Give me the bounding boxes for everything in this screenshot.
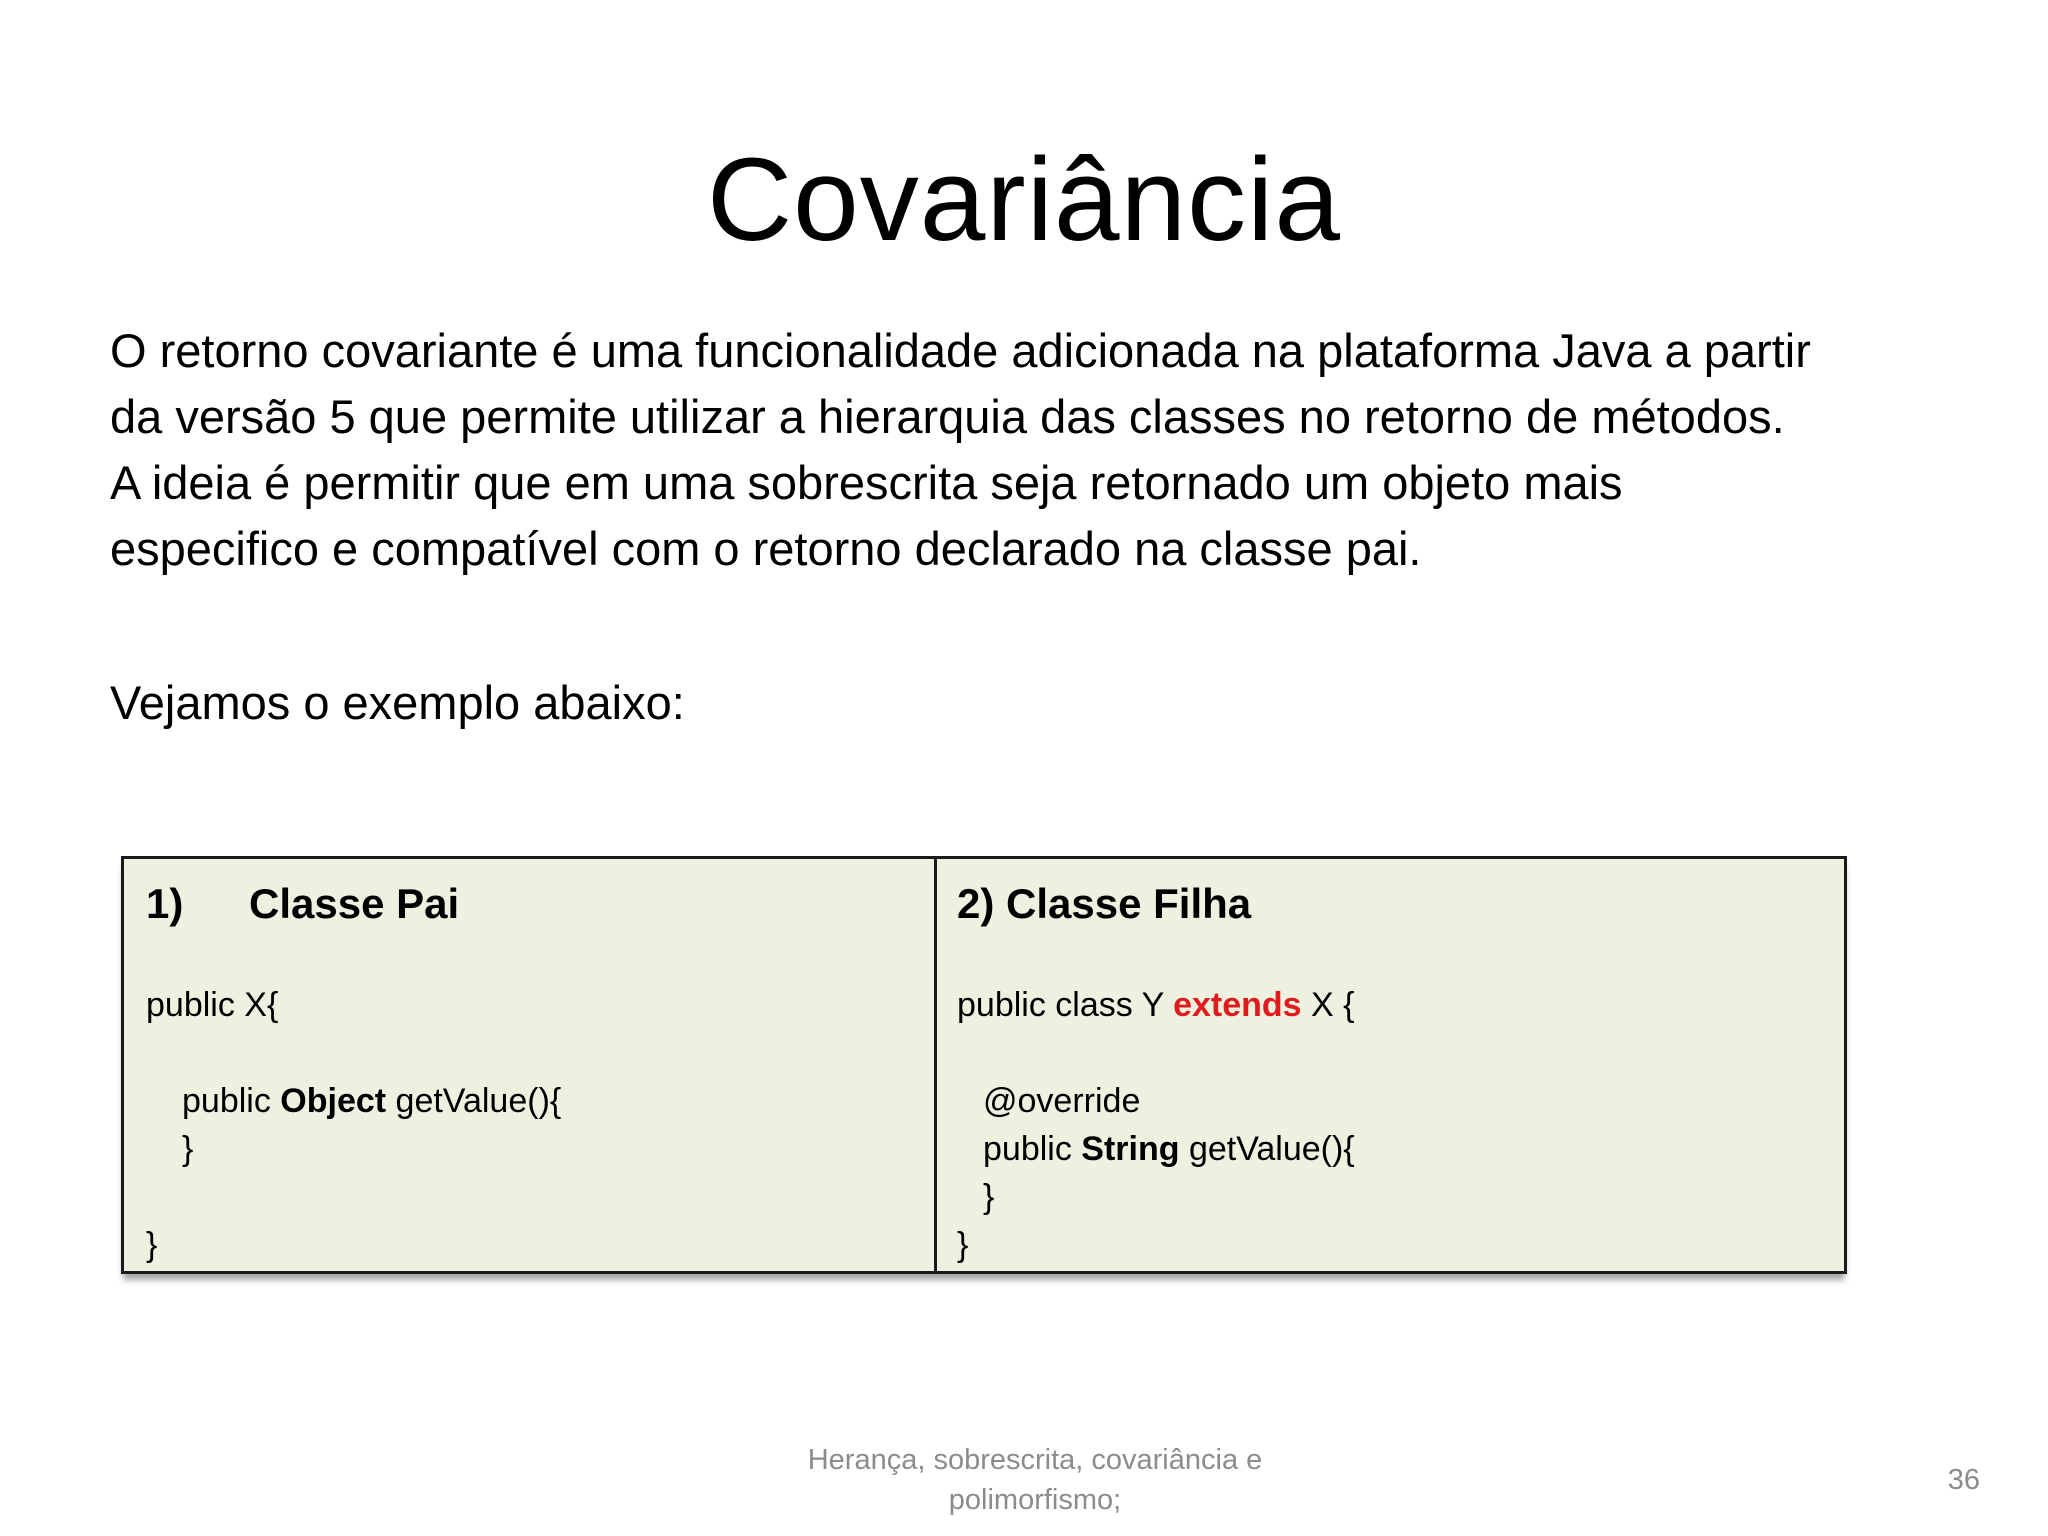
body-line: O retorno covariante é uma funcionalidade adicionada na plataforma Java a partir	[110, 324, 1811, 377]
parent-class-cell	[124, 859, 937, 1271]
parent-class-heading: Classe Pai	[249, 880, 460, 927]
code-text: getValue(){	[1179, 1130, 1355, 1168]
code-text: public	[983, 1130, 1082, 1168]
code-line: public X{	[146, 986, 279, 1024]
code-text: X {	[1301, 986, 1355, 1024]
slide-title: Covariância	[706, 134, 1342, 266]
body-paragraph	[110, 318, 1970, 582]
example-intro: Vejamos o exemplo abaixo:	[110, 676, 685, 729]
body-line: A ideia é permitir que em uma sobrescrita seja retornado um objeto mais	[110, 456, 1623, 509]
return-type-keyword: Object	[280, 1082, 387, 1120]
child-class-cell	[937, 859, 1844, 1271]
child-class-heading: 2) Classe Filha	[957, 880, 1252, 927]
code-line	[983, 1127, 1355, 1171]
footer-caption	[760, 1440, 1310, 1520]
footer-line: polimorfismo;	[948, 1484, 1122, 1516]
code-line: }	[983, 1178, 995, 1216]
code-line	[957, 983, 1355, 1027]
return-type-keyword: String	[1081, 1130, 1180, 1168]
parent-class-number: 1)	[146, 880, 184, 927]
extends-keyword: extends	[1173, 986, 1302, 1024]
code-line: }	[957, 1226, 969, 1264]
code-line: }	[182, 1130, 194, 1168]
code-text: public class Y	[957, 986, 1174, 1024]
code-text: getValue(){	[386, 1082, 562, 1120]
body-line: especifico e compatível com o retorno declarado na classe pai.	[110, 522, 1422, 575]
page-number: 36	[1947, 1464, 1980, 1496]
code-comparison-table	[121, 856, 1847, 1274]
body-line: da versão 5 que permite utilizar a hierarquia das classes no retorno de métodos.	[110, 390, 1785, 443]
footer-line: Herança, sobrescrita, covariância e	[807, 1444, 1263, 1476]
code-line: }	[146, 1226, 158, 1264]
code-text: public	[182, 1082, 281, 1120]
code-line: @override	[983, 1082, 1141, 1120]
code-line	[182, 1079, 561, 1123]
